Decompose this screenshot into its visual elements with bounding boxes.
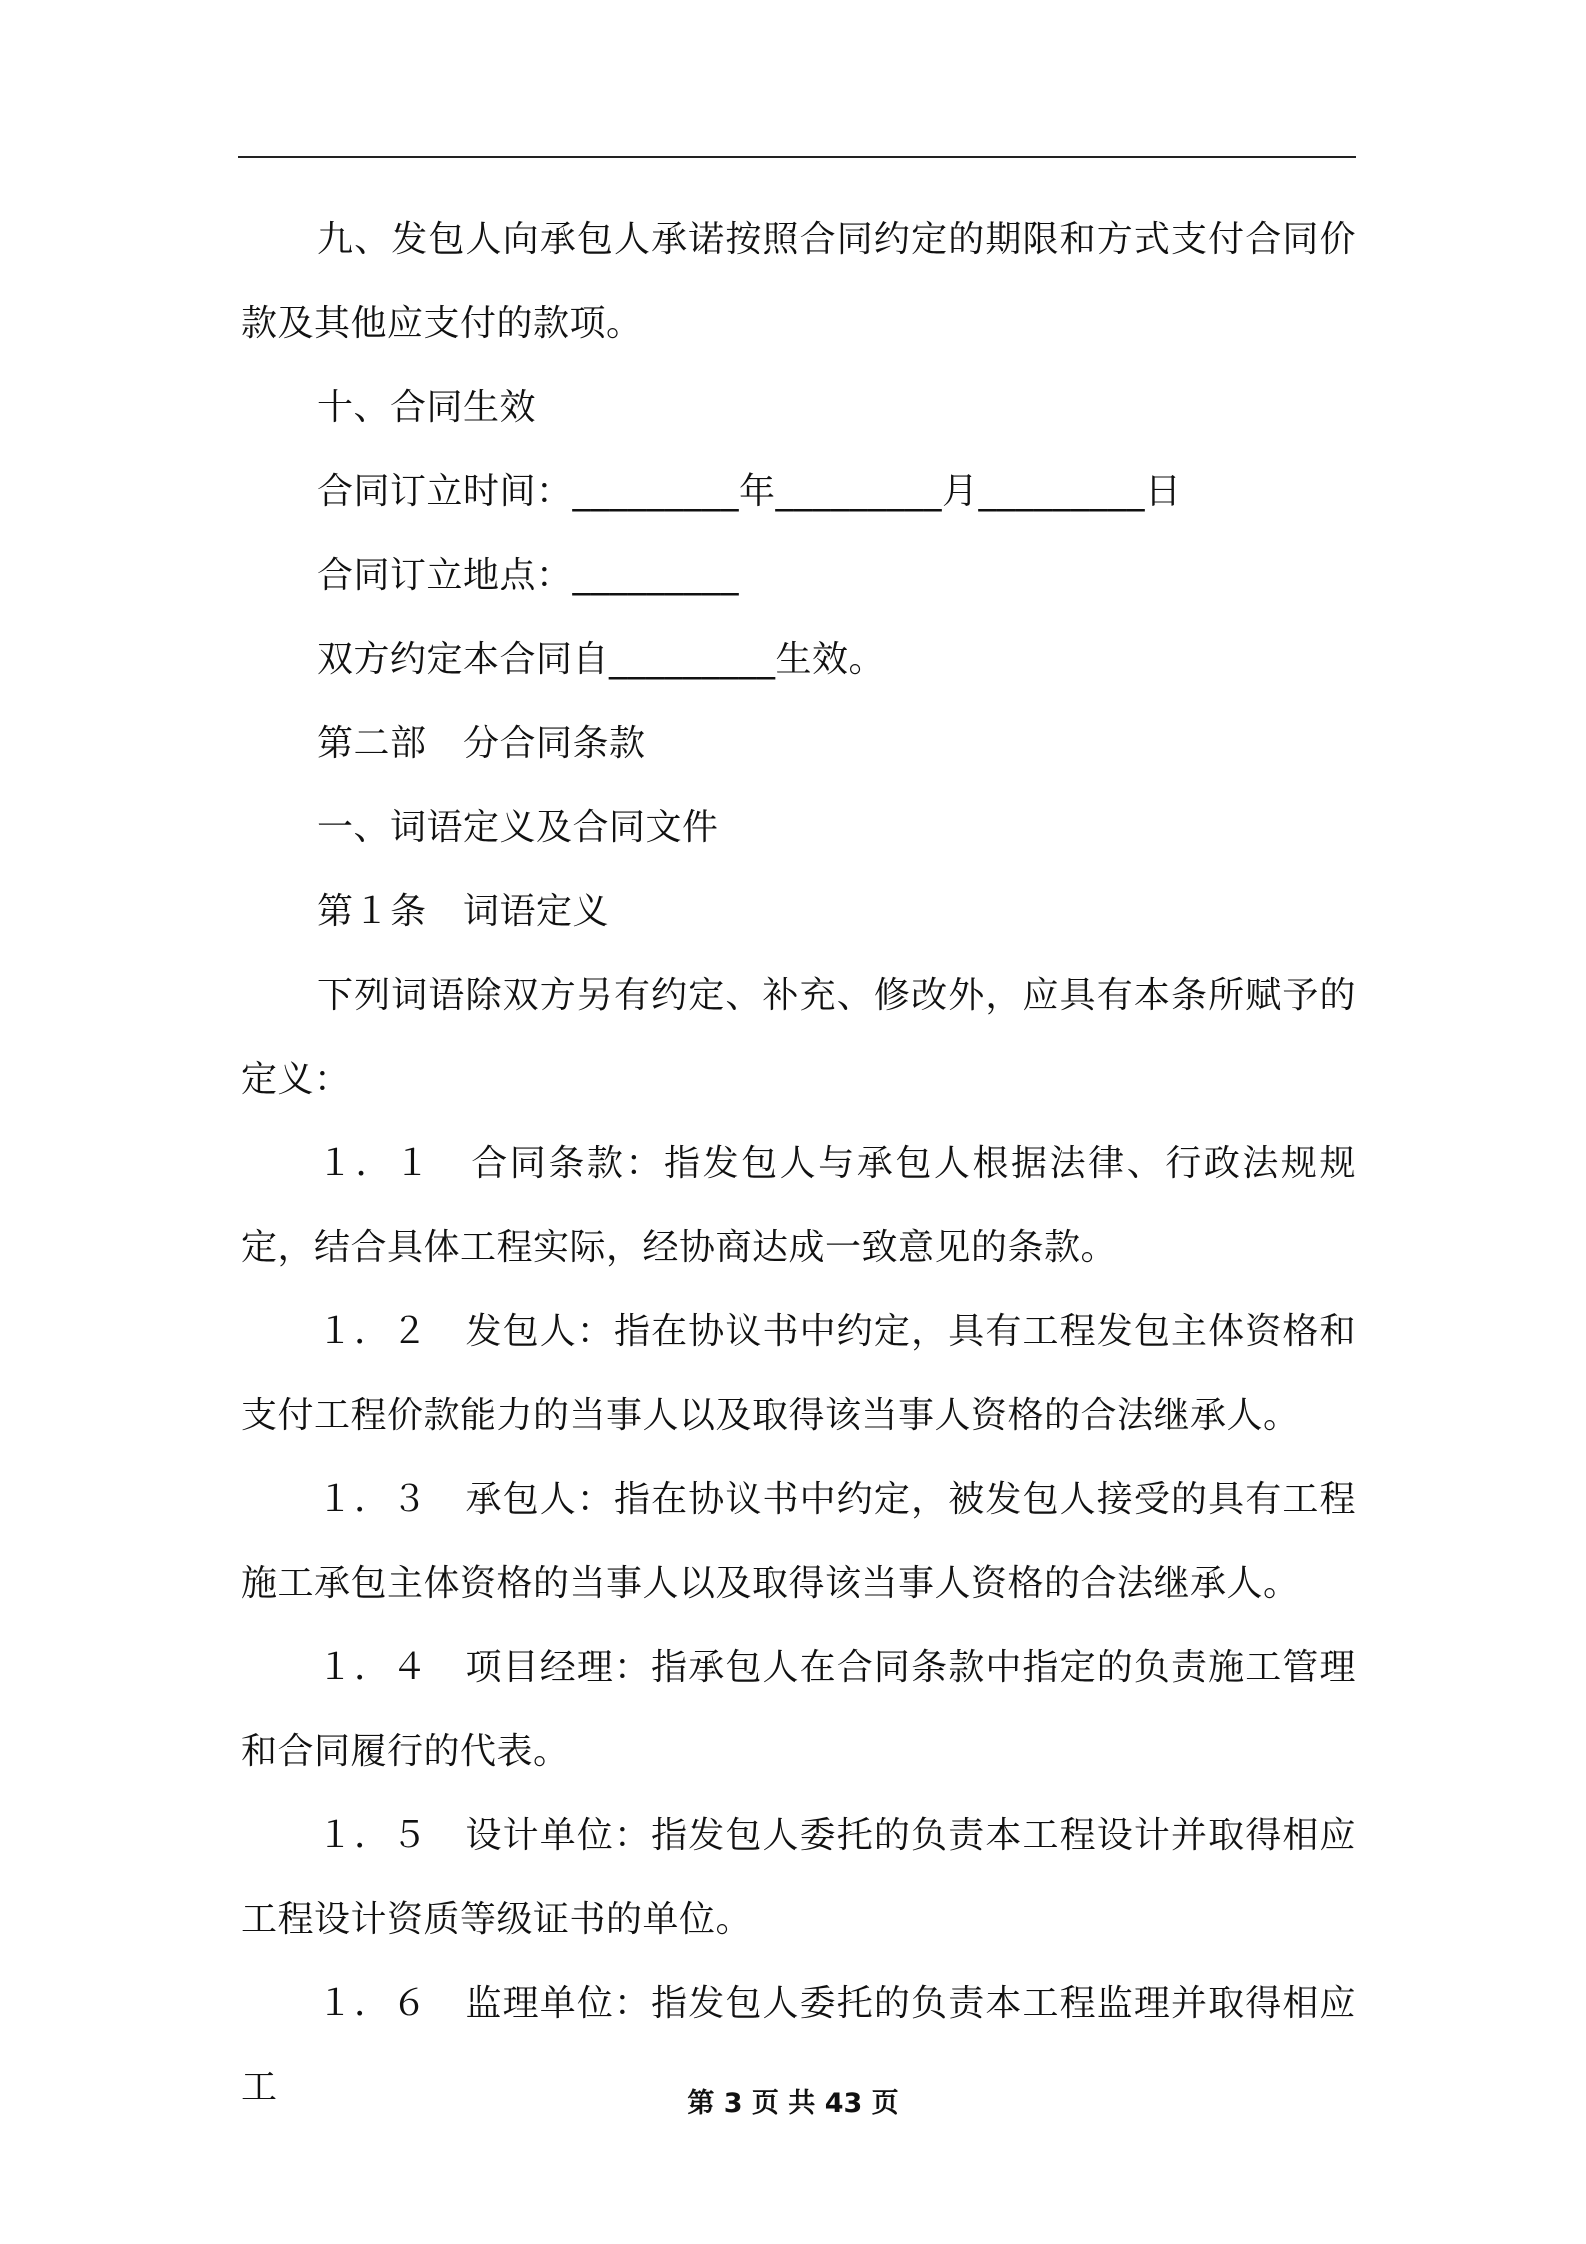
page-footer: 第 3 页 共 43 页 bbox=[687, 2088, 899, 2119]
definition-1-4: １．４ 项目经理：指承包人在合同条款中指定的负责施工管理和合同履行的代表。 bbox=[241, 1647, 1356, 1772]
paragraph-definitions-intro: 下列词语除双方另有约定、补充、修改外，应具有本条所赋予的定义： bbox=[241, 975, 1356, 1100]
paragraph-effective-date: 双方约定本合同自_________生效。 bbox=[317, 639, 886, 680]
paragraph-signing-date: 合同订立时间：_________年_________月_________日 bbox=[317, 471, 1182, 512]
definition-1-3: １．３ 承包人：指在协议书中约定，被发包人接受的具有工程施工承包主体资格的当事人以及取得该当事人资格的合法继承人。 bbox=[241, 1479, 1356, 1604]
paragraph-signing-place: 合同订立地点：_________ bbox=[317, 555, 740, 596]
paragraph-clause-10-heading: 十、合同生效 bbox=[317, 387, 537, 428]
section-heading-part-two: 第二部 分合同条款 bbox=[317, 723, 646, 764]
article-heading-1: 第１条 词语定义 bbox=[317, 891, 610, 932]
definition-1-2: １．２ 发包人：指在协议书中约定，具有工程发包主体资格和支付工程价款能力的当事人以及取得该当事人资格的合法继承人。 bbox=[241, 1311, 1356, 1436]
document-body bbox=[241, 198, 1356, 2130]
definition-1-1: １．１ 合同条款：指发包人与承包人根据法律、行政法规规定，结合具体工程实际，经协商达成一致意见的条款。 bbox=[241, 1143, 1356, 1268]
definition-1-6: １．６ 监理单位：指发包人委托的负责本工程监理并取得相应工 bbox=[241, 1983, 1356, 2108]
section-heading-definitions: 一、词语定义及合同文件 bbox=[317, 807, 719, 848]
header-rule bbox=[238, 156, 1356, 158]
definition-1-5: １．５ 设计单位：指发包人委托的负责本工程设计并取得相应工程设计资质等级证书的单位。 bbox=[241, 1815, 1356, 1940]
paragraph-clause-9: 九、发包人向承包人承诺按照合同约定的期限和方式支付合同价款及其他应支付的款项。 bbox=[241, 219, 1356, 344]
